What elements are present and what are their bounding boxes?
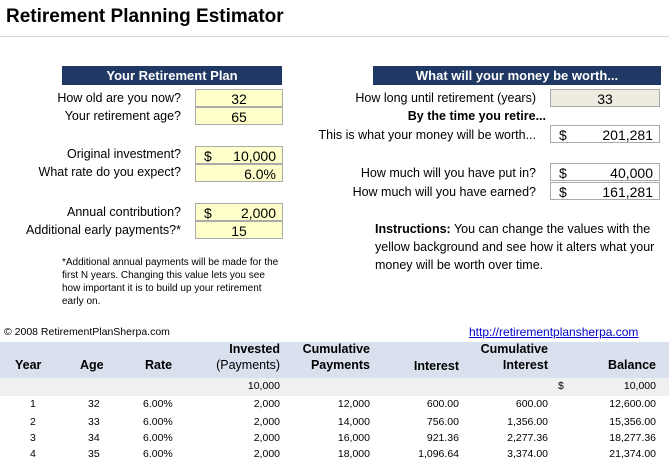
money-worth-header: What will your money be worth... xyxy=(373,66,661,85)
cell-year: 1 xyxy=(30,398,36,410)
instructions-text: You can change the values with the yellow background and see how it alters what your money will be worth over time. xyxy=(375,222,655,272)
age-now-label: How old are you now? xyxy=(57,91,181,105)
cell-interest: 1,096.64 xyxy=(418,448,459,460)
col-cum-interest-2: Interest xyxy=(502,358,548,372)
copyright: © 2008 RetirementPlanSherpa.com xyxy=(4,326,170,338)
put-in-label: How much will you have put in? xyxy=(360,166,536,180)
earned-label: How much will you have earned? xyxy=(352,185,536,199)
cell-cum-payments: 14,000 xyxy=(337,416,370,428)
table-header xyxy=(0,342,669,378)
early-payments-label: Additional early payments?* xyxy=(26,223,181,237)
col-invested-1: Invested xyxy=(229,342,280,356)
instructions-title: Instructions: xyxy=(375,222,451,236)
cell-cum-payments: 18,000 xyxy=(337,448,370,460)
col-invested-2: (Payments) xyxy=(216,358,280,372)
your-retirement-plan-header: Your Retirement Plan xyxy=(62,66,282,85)
cell-balance: 18,277.36 xyxy=(609,432,656,444)
rate-input[interactable]: 6.0% xyxy=(195,164,283,182)
cell-balance: 12,600.00 xyxy=(609,398,656,410)
table-initial-row xyxy=(0,378,669,396)
rate-label: What rate do you expect? xyxy=(38,165,181,179)
worth-label: This is what your money will be worth... xyxy=(318,128,536,142)
cell-cum-interest: 3,374.00 xyxy=(507,448,548,460)
cell-cum-payments: 12,000 xyxy=(337,398,370,410)
cell-rate: 6.00% xyxy=(143,432,173,444)
col-age: Age xyxy=(80,358,104,372)
cell-invested: 2,000 xyxy=(253,448,280,460)
page-title: Retirement Planning Estimator xyxy=(6,6,284,27)
cell-balance: 21,374.00 xyxy=(609,448,656,460)
cell-cum-interest: 1,356.00 xyxy=(507,416,548,428)
cell-interest: 600.00 xyxy=(426,398,459,410)
cell-cum-interest: 600.00 xyxy=(515,398,548,410)
cell-cum-interest: 2,277.36 xyxy=(507,432,548,444)
col-year: Year xyxy=(15,358,42,372)
instructions xyxy=(375,220,665,274)
early-payments-note: *Additional annual payments will be made for the first N years. Changing this value lets you see how important it is to build up your retirement early on. xyxy=(62,257,279,307)
by-time-label: By the time you retire... xyxy=(407,109,546,123)
col-rate: Rate xyxy=(145,358,173,372)
col-cum-payments-2: Payments xyxy=(310,358,370,372)
cell-invested: 2,000 xyxy=(253,432,280,444)
site-link[interactable]: http://retirementplansherpa.com xyxy=(469,325,639,339)
cell-year: 3 xyxy=(30,432,36,444)
col-balance: Balance xyxy=(608,358,656,372)
worth-value: $ 201,281 xyxy=(550,125,660,143)
retire-age-input[interactable]: 65 xyxy=(195,107,283,125)
cell-invested: 2,000 xyxy=(253,398,280,410)
years-until-value: 33 xyxy=(550,89,660,107)
cell-balance: 15,356.00 xyxy=(609,416,656,428)
retire-age-label: Your retirement age? xyxy=(64,109,181,123)
table-row xyxy=(0,446,669,464)
cell-invested: 2,000 xyxy=(253,416,280,428)
cell-interest: 756.00 xyxy=(426,416,459,428)
initial-balance: 10,000 xyxy=(623,380,656,392)
cell-year: 2 xyxy=(30,416,36,428)
put-in-value: $ 40,000 xyxy=(550,163,660,181)
cell-age: 35 xyxy=(88,448,100,460)
cell-year: 4 xyxy=(30,448,36,460)
original-investment-label: Original investment? xyxy=(67,147,181,161)
original-investment-input[interactable]: $ 10,000 xyxy=(195,146,283,164)
early-payments-input[interactable]: 15 xyxy=(195,221,283,239)
annual-contribution-input[interactable]: $ 2,000 xyxy=(195,203,283,221)
cell-age: 32 xyxy=(88,398,100,410)
years-until-label: How long until retirement (years) xyxy=(355,91,536,105)
annual-contribution-label: Annual contribution? xyxy=(67,205,181,219)
table-row xyxy=(0,396,669,414)
cell-age: 33 xyxy=(88,416,100,428)
cell-rate: 6.00% xyxy=(143,448,173,460)
cell-age: 34 xyxy=(88,432,100,444)
cell-rate: 6.00% xyxy=(143,398,173,410)
cell-rate: 6.00% xyxy=(143,416,173,428)
age-now-input[interactable]: 32 xyxy=(195,89,283,107)
initial-currency: $ xyxy=(558,380,564,392)
initial-invested: 10,000 xyxy=(247,380,280,392)
cell-interest: 921.36 xyxy=(426,432,459,444)
col-interest: Interest xyxy=(413,359,459,373)
col-cum-interest-1: Cumulative xyxy=(480,342,548,356)
cell-cum-payments: 16,000 xyxy=(337,432,370,444)
col-cum-payments-1: Cumulative xyxy=(302,342,370,356)
earned-value: $ 161,281 xyxy=(550,182,660,200)
